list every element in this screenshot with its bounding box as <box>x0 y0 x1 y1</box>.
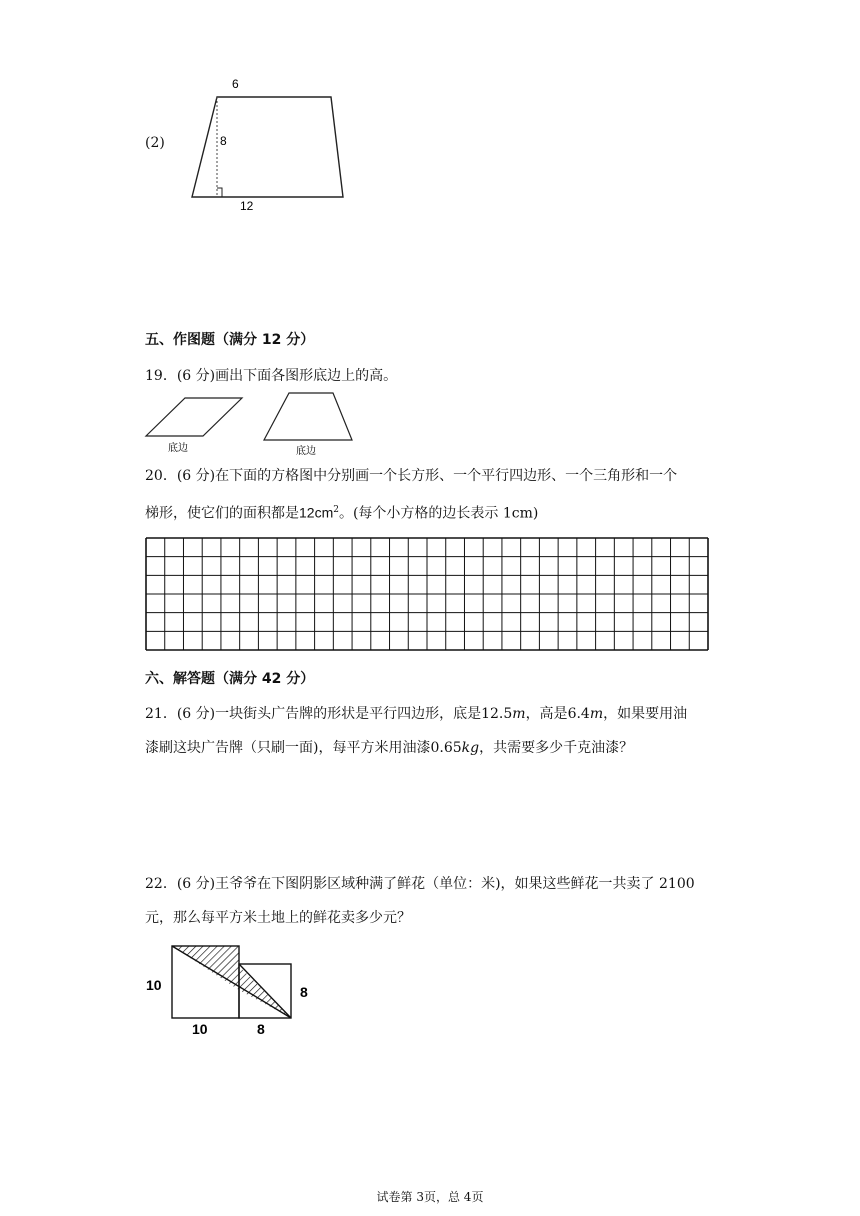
bottom-right-label: 8 <box>257 1021 265 1037</box>
page-footer: 试卷第 3页，总 4页 <box>376 1190 484 1204</box>
question-22-line1: 22．(6 分)王爷爷在下图阴影区域种满了鲜花（单位：米)，如果这些鲜花一共卖了 2100 <box>145 876 695 892</box>
question-21-line2 <box>145 738 633 758</box>
right-angle-mark <box>217 188 222 197</box>
q20-prefix: 梯形，使它们的面积都是 <box>145 505 299 522</box>
question-21-line1 <box>145 704 687 724</box>
question-20-line2 <box>145 500 538 524</box>
q21-mid: ，高是 <box>525 706 568 722</box>
trapezoid-shape <box>192 97 343 197</box>
q21-line2-prefix: 漆刷这块广告牌（只刷一面)，每平方米用油漆 <box>145 740 431 756</box>
q21-line1-prefix: 21．(6 分)一块街头广告牌的形状是平行四边形，底是 <box>145 706 482 722</box>
question-19-text: 19．(6 分)画出下面各图形底边上的高。 <box>145 368 398 384</box>
q21-paint-unit: kg <box>461 740 480 756</box>
flower-area-figure <box>140 938 340 1038</box>
q21-line1-suffix: ，如果要用油 <box>603 706 688 722</box>
figure-part-label: (2) <box>145 135 165 151</box>
q20-suffix: 。(每个小方格的边长表示 1cm) <box>338 505 539 522</box>
question-22-line2: 元，那么每平方米土地上的鲜花卖多少元？ <box>145 910 411 926</box>
right-side-label: 8 <box>300 984 308 1000</box>
square-grid[interactable] <box>145 537 709 651</box>
trapezoid-shape-q19 <box>264 393 352 440</box>
q19-figures <box>140 388 370 458</box>
top-base-label: 6 <box>232 77 239 91</box>
height-label: 8 <box>220 134 227 148</box>
parallelogram-base-label: 底边 <box>168 443 188 454</box>
q20-area-value: 12cm <box>299 504 334 521</box>
q21-paint-value: 0.65 <box>430 740 462 756</box>
section-six-title: 六、解答题（满分 42 分） <box>145 671 315 687</box>
trapezoid-figure <box>180 70 350 220</box>
left-side-label: 10 <box>146 977 162 993</box>
q21-line2-suffix: ，共需要多少千克油漆？ <box>479 740 634 756</box>
section-five-title: 五、作图题（满分 12 分） <box>145 332 315 348</box>
q21-base-unit: m <box>512 706 526 722</box>
bottom-left-label: 10 <box>192 1021 208 1037</box>
trapezoid-base-label: 底边 <box>296 446 316 457</box>
q21-height-unit: m <box>589 706 604 722</box>
bottom-base-label: 12 <box>240 199 254 213</box>
q21-base-value: 12.5 <box>481 706 513 722</box>
parallelogram-shape <box>146 398 242 436</box>
question-20-line1: 20．(6 分)在下面的方格图中分别画一个长方形、一个平行四边形、一个三角形和一个 <box>145 468 678 484</box>
q21-height-value: 6.4 <box>567 706 590 722</box>
q20-area-sup: 2 <box>333 505 339 515</box>
